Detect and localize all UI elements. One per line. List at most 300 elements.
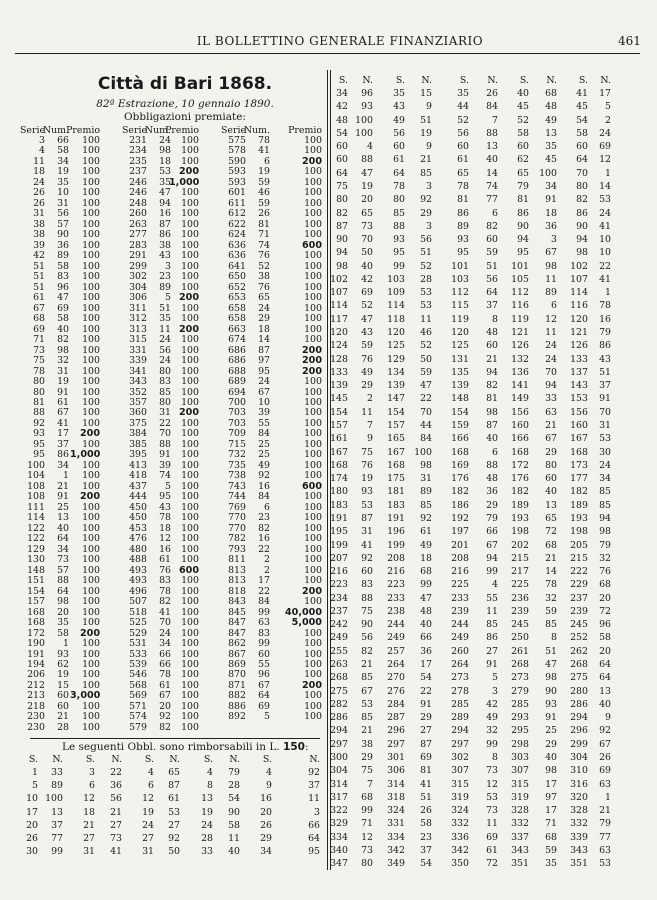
prize-cell: 100: [82, 197, 100, 209]
series-cell: 111: [27, 501, 45, 513]
col-header: S.: [262, 754, 272, 765]
number-cell: 69: [57, 302, 69, 314]
prize-cell: 100: [82, 543, 100, 555]
number-cell: 2: [264, 554, 270, 566]
number-cell: 47: [159, 187, 171, 199]
prize-cell: 100: [181, 711, 199, 723]
prize-cell: 40,000: [284, 606, 322, 618]
series-cell: 732: [228, 449, 246, 461]
series-cell: 223: [387, 579, 405, 591]
number-cell: 32: [599, 552, 611, 564]
series-cell: 54: [336, 127, 348, 139]
prize-cell: 100: [181, 721, 199, 733]
series-cell: 24: [33, 176, 45, 188]
series-cell: 112: [511, 287, 529, 299]
series-cell: 195: [330, 526, 348, 538]
number-cell: 67: [545, 247, 557, 259]
number-cell: 38: [258, 271, 270, 283]
prize-cell: 100: [82, 638, 100, 650]
number-cell: 78: [159, 585, 171, 597]
series-cell: 108: [27, 491, 45, 503]
series-cell: 160: [570, 420, 588, 431]
col-header: N.: [546, 75, 557, 86]
series-cell: 167: [387, 446, 405, 458]
number-cell: 91: [420, 698, 432, 710]
series-cell: 579: [129, 721, 147, 733]
number-cell: 40: [361, 260, 373, 272]
number-cell: 21: [57, 711, 69, 723]
number-cell: 89: [545, 287, 557, 299]
number-cell: 67: [486, 539, 498, 551]
prize-cell: 100: [304, 428, 322, 440]
series-cell: 122: [27, 533, 45, 545]
number-cell: 92: [599, 725, 611, 737]
number-cell: 76: [159, 564, 171, 576]
series-cell: 276: [387, 685, 405, 697]
series-cell: 306: [387, 765, 405, 777]
series-cell: 312: [129, 313, 147, 325]
series-cell: 437: [129, 480, 147, 492]
series-cell: 249: [330, 632, 348, 644]
series-cell: 126: [511, 340, 529, 352]
number-cell: 27: [110, 819, 122, 831]
series-cell: 444: [129, 491, 147, 503]
col-header: S.: [519, 75, 529, 86]
series-cell: 395: [129, 449, 147, 461]
number-cell: 12: [486, 778, 498, 790]
series-cell: 136: [511, 366, 529, 378]
series-cell: 246: [129, 187, 147, 199]
series-cell: 115: [451, 300, 469, 312]
number-cell: 65: [545, 512, 557, 524]
series-cell: 279: [511, 685, 529, 697]
series-cell: 52: [457, 114, 469, 126]
number-cell: 90: [57, 229, 69, 241]
number-cell: 48: [486, 327, 498, 339]
series-cell: 870: [228, 669, 246, 681]
series-cell: 302: [451, 752, 469, 763]
number-cell: 44: [420, 420, 432, 431]
number-cell: 31: [361, 526, 373, 538]
number-cell: 68: [599, 579, 611, 591]
number-cell: 77: [599, 831, 611, 843]
number-cell: 24: [599, 207, 611, 219]
series-cell: 622: [228, 218, 246, 230]
series-cell: 94: [576, 234, 588, 246]
number-cell: 31: [599, 420, 611, 431]
series-cell: 385: [129, 438, 147, 450]
prize-cell: 100: [82, 135, 100, 146]
series-cell: 260: [129, 208, 147, 220]
series-cell: 340: [330, 844, 348, 856]
number-cell: 77: [486, 194, 498, 206]
number-cell: 43: [361, 327, 373, 339]
number-cell: 93: [361, 486, 373, 498]
series-cell: 167: [570, 433, 588, 445]
number-cell: 18: [545, 207, 557, 219]
series-cell: 27: [83, 833, 95, 844]
number-cell: 61: [159, 554, 171, 566]
series-cell: 493: [129, 564, 147, 576]
series-cell: 34: [336, 88, 348, 99]
number-cell: 57: [57, 218, 69, 230]
number-cell: 72: [599, 605, 611, 617]
series-cell: 336: [451, 831, 469, 843]
series-cell: 64: [336, 167, 348, 179]
series-cell: 60: [336, 141, 348, 153]
number-cell: 18: [420, 552, 432, 564]
series-cell: 65: [457, 167, 469, 179]
series-cell: 90: [336, 234, 348, 246]
series-cell: 169: [451, 459, 469, 471]
series-cell: 70: [576, 167, 588, 179]
col-header: Num.: [243, 125, 270, 136]
number-cell: 98: [545, 672, 557, 684]
number-cell: 41: [159, 606, 171, 618]
series-cell: 212: [27, 679, 45, 691]
series-cell: 343: [570, 844, 588, 856]
series-cell: 332: [511, 818, 529, 830]
prize-cell: 100: [304, 376, 322, 388]
series-cell: 88: [393, 220, 405, 232]
number-cell: 66: [159, 648, 171, 660]
series-cell: 157: [27, 596, 45, 608]
number-cell: 78: [159, 512, 171, 524]
series-cell: 738: [228, 470, 246, 482]
number-cell: 77: [51, 833, 63, 844]
prize-cell: 100: [181, 543, 199, 555]
series-cell: 303: [511, 752, 529, 763]
number-cell: 23: [159, 271, 171, 283]
prize-cell: 100: [181, 585, 199, 597]
series-cell: 578: [228, 145, 246, 157]
number-cell: 5: [492, 672, 498, 684]
number-cell: 11: [228, 833, 240, 844]
number-cell: 27: [168, 819, 180, 831]
number-cell: 52: [258, 260, 270, 272]
number-cell: 11: [308, 793, 320, 805]
series-cell: 304: [330, 765, 348, 777]
prize-cell: 100: [304, 250, 322, 262]
prize-cell: 100: [304, 229, 322, 241]
series-cell: 176: [511, 473, 529, 485]
number-cell: 22: [599, 260, 611, 272]
series-cell: 206: [27, 669, 45, 681]
series-cell: 337: [511, 831, 529, 843]
series-cell: 114: [570, 287, 588, 299]
number-cell: 14: [545, 566, 557, 578]
col-header: S.: [578, 75, 588, 86]
series-cell: 317: [330, 791, 348, 803]
series-cell: 58: [517, 127, 529, 139]
series-cell: 172: [511, 459, 529, 471]
number-cell: 41: [361, 539, 373, 551]
series-cell: 658: [228, 302, 246, 314]
series-cell: 641: [228, 260, 246, 272]
number-cell: 33: [51, 767, 63, 778]
col-header: N.: [229, 754, 240, 765]
prize-cell: 100: [82, 700, 100, 712]
number-cell: 17: [57, 428, 69, 440]
prize-cell: 100: [82, 344, 100, 356]
prize-cell: 100: [304, 407, 322, 419]
number-cell: 96: [599, 619, 611, 631]
number-cell: 47: [361, 313, 373, 325]
series-cell: 636: [228, 239, 246, 251]
series-cell: 700: [228, 397, 246, 408]
series-cell: 217: [511, 566, 529, 578]
prize-cell: 100: [181, 218, 199, 230]
series-cell: 198: [570, 526, 588, 538]
number-cell: 88: [159, 438, 171, 450]
number-cell: 58: [57, 313, 69, 325]
number-cell: 18: [258, 323, 270, 335]
number-cell: 29: [545, 446, 557, 458]
prize-cell: 100: [181, 512, 199, 524]
series-cell: 11: [33, 155, 45, 167]
prize-cell: 100: [181, 271, 199, 283]
series-cell: 60: [457, 141, 469, 153]
series-cell: 230: [27, 711, 45, 723]
series-cell: 160: [511, 420, 529, 431]
series-cell: 104: [27, 470, 45, 482]
number-cell: 46: [420, 327, 432, 339]
number-cell: 93: [545, 698, 557, 710]
series-cell: 61: [393, 154, 405, 166]
series-cell: 130: [27, 554, 45, 566]
series-cell: 518: [129, 606, 147, 618]
prize-cell: 100: [181, 302, 199, 314]
number-cell: 95: [258, 365, 270, 377]
series-cell: 141: [511, 380, 529, 392]
series-cell: 81: [33, 397, 45, 408]
series-cell: 189: [511, 499, 529, 511]
number-cell: 11: [545, 273, 557, 285]
number-cell: 63: [258, 617, 270, 629]
prize-cell: 100: [82, 271, 100, 283]
series-cell: 68: [33, 313, 45, 325]
prize-cell: 100: [82, 606, 100, 618]
series-cell: 255: [330, 645, 348, 657]
series-cell: 339: [129, 355, 147, 367]
number-cell: 36: [545, 220, 557, 232]
number-cell: 51: [420, 247, 432, 259]
series-cell: 126: [570, 340, 588, 352]
series-cell: 27: [142, 833, 154, 844]
prize-cell: 100: [82, 459, 100, 471]
series-cell: 3: [39, 135, 45, 146]
prize-cell: 200: [79, 627, 100, 639]
series-cell: 653: [228, 292, 246, 304]
series-cell: 230: [27, 721, 45, 733]
series-cell: 299: [129, 260, 147, 272]
series-cell: 16: [260, 793, 272, 805]
series-cell: 10: [26, 793, 38, 805]
prize-cell: 100: [82, 166, 100, 178]
prize-cell: 100: [304, 491, 322, 503]
series-cell: 384: [129, 428, 147, 440]
series-cell: 193: [511, 512, 529, 524]
series-cell: 39: [33, 239, 45, 251]
number-cell: 83: [159, 376, 171, 388]
prize-cell: 100: [181, 260, 199, 272]
number-cell: 89: [57, 250, 69, 262]
series-cell: 297: [330, 738, 348, 750]
prize-cell: 100: [82, 648, 100, 660]
number-cell: 42: [361, 273, 373, 285]
prize-cell: 100: [181, 659, 199, 670]
number-cell: 65: [258, 292, 270, 304]
series-cell: 342: [387, 844, 405, 856]
series-cell: 191: [387, 512, 405, 524]
series-cell: 282: [330, 698, 348, 710]
series-cell: 26: [260, 819, 272, 831]
series-cell: 134: [387, 366, 405, 378]
series-cell: 319: [511, 791, 529, 803]
number-cell: 47: [420, 380, 432, 392]
series-cell: 294: [330, 725, 348, 737]
number-cell: 26: [420, 805, 432, 817]
series-cell: 273: [511, 672, 529, 684]
number-cell: 98: [420, 459, 432, 471]
number-cell: 88: [486, 127, 498, 139]
series-cell: 80: [336, 194, 348, 206]
col-header: Serie: [20, 125, 45, 136]
number-cell: 100: [539, 167, 557, 179]
series-cell: 48: [336, 114, 348, 126]
number-cell: 83: [57, 271, 69, 283]
series-cell: 307: [511, 765, 529, 777]
redeemable-bonds-text: Le seguenti Obbl. sono rimborsabili in L.: [62, 741, 280, 753]
col-header: Premio: [288, 125, 322, 136]
number-cell: 51: [545, 645, 557, 657]
number-cell: 1: [63, 470, 69, 482]
number-cell: 90: [361, 619, 373, 631]
series-cell: 101: [451, 260, 469, 272]
prize-cell: 100: [82, 596, 100, 608]
number-cell: 70: [599, 406, 611, 418]
prize-cell: 100: [304, 292, 322, 304]
prize-cell: 100: [304, 638, 322, 650]
series-cell: 85: [393, 207, 405, 219]
number-cell: 7: [367, 778, 373, 790]
number-cell: 21: [599, 805, 611, 817]
series-cell: 139: [330, 380, 348, 392]
number-cell: 18: [159, 522, 171, 534]
number-cell: 81: [420, 765, 432, 777]
series-cell: 322: [330, 805, 348, 817]
series-cell: 612: [228, 208, 246, 220]
series-cell: 658: [228, 313, 246, 325]
series-cell: 75: [33, 355, 45, 367]
series-cell: 168: [570, 446, 588, 458]
series-cell: 21: [83, 819, 95, 831]
number-cell: 91: [599, 393, 611, 405]
number-cell: 85: [599, 499, 611, 511]
prize-cell: 200: [301, 679, 322, 691]
number-cell: 9: [426, 141, 432, 153]
prize-cell: 100: [82, 208, 100, 220]
prize-cell: 100: [82, 386, 100, 398]
prize-cell: 100: [82, 323, 100, 335]
series-cell: 328: [511, 805, 529, 817]
number-cell: 67: [258, 679, 270, 691]
number-cell: 70: [361, 234, 373, 246]
number-cell: 56: [420, 234, 432, 246]
prize-cell: 100: [304, 501, 322, 513]
prize-cell: 100: [82, 355, 100, 367]
number-cell: 82: [258, 522, 270, 534]
series-cell: 40: [517, 88, 529, 99]
redeemable-bonds-heading: Le seguenti Obbl. sono rimborsabili in L. 150:: [62, 741, 309, 753]
series-cell: 54: [576, 114, 588, 126]
redeemable-amount: 150: [283, 741, 305, 753]
series-cell: 199: [330, 539, 348, 551]
prize-cell: 100: [181, 376, 199, 388]
series-cell: 156: [570, 406, 588, 418]
series-cell: 332: [570, 818, 588, 830]
number-cell: 27: [486, 645, 498, 657]
series-cell: 154: [451, 406, 469, 418]
number-cell: 43: [159, 250, 171, 262]
number-cell: 17: [545, 805, 557, 817]
number-cell: 87: [168, 780, 180, 792]
number-cell: 85: [420, 499, 432, 511]
number-cell: 98: [599, 526, 611, 538]
prize-cell: 100: [304, 669, 322, 681]
series-cell: 38: [33, 218, 45, 230]
prize-cell: 100: [82, 260, 100, 272]
series-cell: 413: [129, 459, 147, 471]
series-cell: 165: [387, 433, 405, 445]
prize-cell: 100: [181, 700, 199, 712]
series-cell: 12: [142, 793, 154, 805]
number-cell: 36: [57, 239, 69, 251]
number-cell: 55: [258, 417, 270, 429]
series-cell: 314: [387, 778, 405, 790]
number-cell: 83: [159, 575, 171, 587]
series-cell: 102: [570, 260, 588, 272]
number-cell: 14: [258, 334, 270, 346]
number-cell: 9: [426, 101, 432, 113]
number-cell: 35: [159, 176, 171, 188]
series-cell: 218: [27, 700, 45, 712]
series-cell: 239: [511, 605, 529, 617]
prize-cell: 100: [181, 617, 199, 629]
number-cell: 99: [486, 738, 498, 750]
number-cell: 48: [420, 605, 432, 617]
number-cell: 76: [599, 566, 611, 578]
series-cell: 88: [33, 407, 45, 419]
number-cell: 74: [486, 180, 498, 192]
number-cell: 75: [361, 765, 373, 777]
prize-cell: 100: [304, 543, 322, 555]
series-cell: 114: [387, 300, 405, 312]
series-cell: 86: [517, 207, 529, 219]
prize-cell: 100: [82, 711, 100, 723]
number-cell: 78: [599, 300, 611, 312]
series-cell: 246: [129, 176, 147, 188]
number-cell: 99: [486, 566, 498, 578]
series-cell: 12: [83, 793, 95, 805]
series-cell: 244: [387, 619, 405, 631]
series-cell: 349: [387, 858, 405, 870]
prize-cell: 200: [79, 491, 100, 503]
series-cell: 73: [33, 344, 45, 356]
number-cell: 53: [486, 791, 498, 803]
prize-cell: 100: [304, 459, 322, 471]
col-header: N.: [52, 754, 63, 765]
